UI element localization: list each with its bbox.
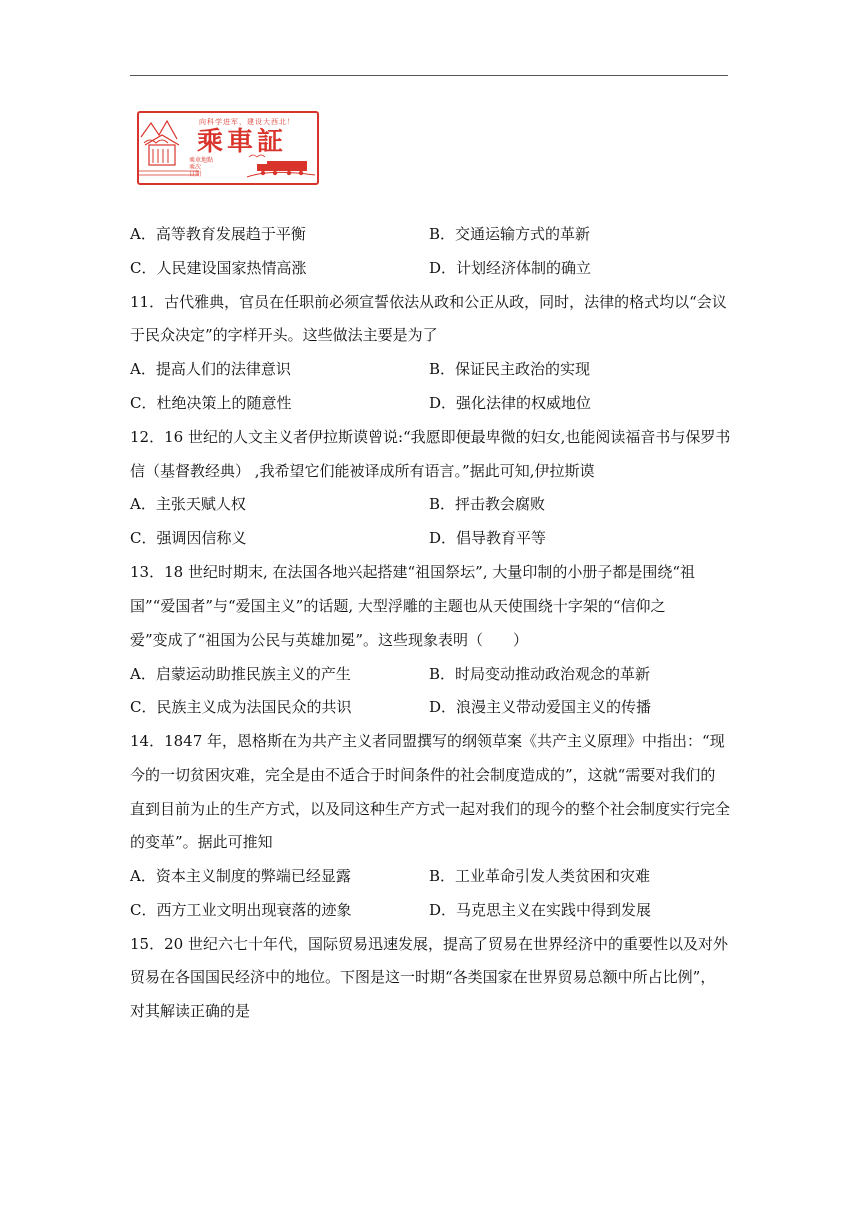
q13-stem-line: 爱”变成了“祖国为公民与英雄加冕”。这些现象表明（ ） [130,631,529,649]
q13-option-b[interactable]: B．时局变动推动政治观念的革新 [429,665,651,683]
q14-stem-line: 14．1847 年，恩格斯在为共产主义者同盟撰写的纲领草案《共产主义原理》中指出：“现 [130,732,725,750]
q11-option-a[interactable]: A．提高人们的法律意识 [130,360,291,378]
ticket-field: 乘車地點 [189,157,214,164]
q14-stem-line: 今的一切贫困灾难，完全是由不适合于时间条件的社会制度造成的”，这就“需要对我们的 [130,766,716,784]
q13-stem-line: 国”“爱国者”与“爱国主义”的话题, 大型浮雕的主题也从天使围绕十字架的“信仰之 [130,597,666,615]
q15-stem-line: 15．20 世纪六七十年代，国际贸易迅速发展，提高了贸易在世界经济中的重要性以及对外 [130,935,728,953]
ticket-field: 日期 [189,171,202,178]
train-ticket-image [137,111,319,185]
q12-stem-line: 信（基督教经典） ,我希望它们能被译成所有语言。”据此可知,伊拉斯谟 [130,462,595,480]
q13-stem-line: 13．18 世纪时期末, 在法国各地兴起搭建“祖国祭坛”, 大量印制的小册子都是围绕“祖 [130,563,696,581]
q14-option-a[interactable]: A．资本主义制度的弊端已经显露 [130,867,351,885]
q12-option-c[interactable]: C．强调因信称义 [130,529,247,547]
q14-stem-line: 直到目前为止的生产方式，以及同这种生产方式一起对我们的现今的整个社会制度实行完全 [130,800,731,818]
q11-option-b[interactable]: B．保证民主政治的实现 [429,360,591,378]
q12-stem-line: 12．16 世纪的人文主义者伊拉斯谟曾说:“我愿即便最卑微的妇女,也能阅读福音书与保罗书 [130,428,731,446]
q13-option-a[interactable]: A．启蒙运动助推民族主义的产生 [130,665,351,683]
q15-stem-line: 贸易在各国国民经济中的地位。下图是这一时期“各类国家在世界贸易总额中所占比例”， [130,968,716,986]
q14-option-b[interactable]: B．工业革命引发人类贫困和灾难 [429,867,651,885]
q14-stem-line: 的变革”。据此可推知 [130,833,273,851]
q10-option-b[interactable]: B．交通运输方式的革新 [429,225,591,243]
q15-stem-line: 对其解读正确的是 [130,1002,251,1020]
q13-option-c[interactable]: C．民族主义成为法国民众的共识 [130,698,352,716]
ticket-title: 乘車証 [197,127,288,157]
q12-option-d[interactable]: D．倡导教育平等 [429,529,547,547]
q14-option-c[interactable]: C．西方工业文明出现衰落的迹象 [130,901,352,919]
ticket-fields [189,157,213,178]
q14-option-d[interactable]: D．马克思主义在实践中得到发展 [429,901,652,919]
q11-stem-line: 于民众决定”的字样开头。这些做法主要是为了 [130,326,438,344]
ticket-slogan: 向科学进军，建设大西北！ [199,118,295,126]
ticket-field: 乘次 [189,164,202,171]
q10-option-a[interactable]: A．高等教育发展趋于平衡 [130,225,306,243]
q12-option-b[interactable]: B．抨击教会腐败 [429,495,546,513]
header-rule [130,75,728,76]
q13-option-d[interactable]: D．浪漫主义带动爱国主义的传播 [429,698,652,716]
q10-option-d[interactable]: D．计划经济体制的确立 [429,259,592,277]
q12-option-a[interactable]: A．主张天赋人权 [130,495,246,513]
q11-option-c[interactable]: C．杜绝决策上的随意性 [130,394,292,412]
q11-stem-line: 11．古代雅典，官员在任职前必须宣誓依法从政和公正从政，同时，法律的格式均以“会议 [130,293,727,311]
q10-option-c[interactable]: C．人民建设国家热情高涨 [130,259,307,277]
q11-option-d[interactable]: D．强化法律的权威地位 [429,394,592,412]
